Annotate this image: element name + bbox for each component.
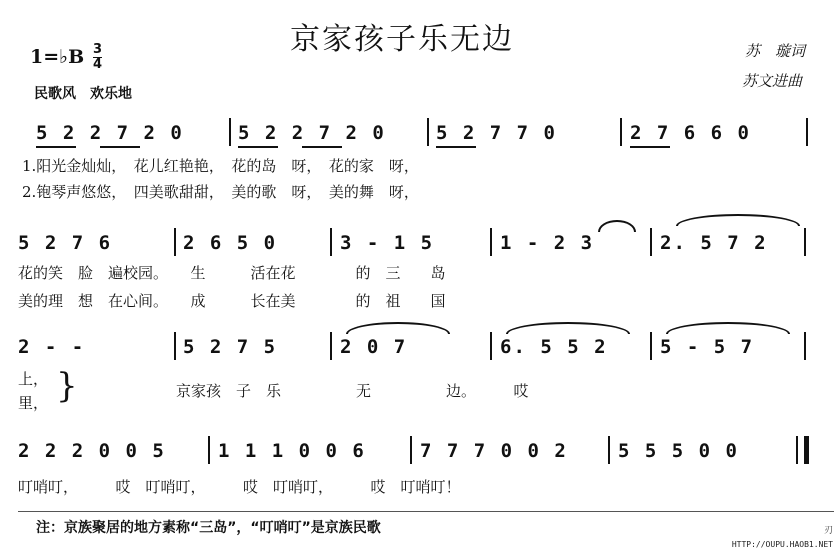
bar-line bbox=[650, 228, 652, 256]
measure: 5 5 5 0 0 bbox=[618, 440, 739, 462]
time-signature bbox=[93, 44, 102, 71]
measure: 5 2 2 7 2 0 bbox=[238, 122, 386, 144]
measure: 6. 5 5 2 bbox=[500, 336, 608, 358]
bar-line bbox=[174, 228, 176, 256]
measure: 3 - 1 5 bbox=[340, 232, 435, 254]
bar-line bbox=[804, 228, 806, 256]
bar-line bbox=[208, 436, 210, 464]
lyric-verse-2: 里， bbox=[18, 394, 49, 412]
lyric-verse-2: 美的理 想 在心间。 成 长在美 的 祖 国 bbox=[18, 292, 446, 310]
lyric-verse-1: 1.阳光金灿灿， 花儿红艳艳， 花的岛 呀， 花的家 呀， bbox=[22, 157, 419, 175]
bar-line bbox=[174, 332, 176, 360]
measure: 2 7 6 6 0 bbox=[630, 122, 751, 144]
composer: 苏文进曲 bbox=[742, 72, 803, 90]
measure: 5 - 5 7 bbox=[660, 336, 755, 358]
bar-line bbox=[229, 118, 231, 146]
measure: 7 7 7 0 0 2 bbox=[420, 440, 568, 462]
measure: 5 2 2 7 2 0 bbox=[36, 122, 184, 144]
measure: 2. 5 7 2 bbox=[660, 232, 768, 254]
measure: 2 - - bbox=[18, 336, 86, 358]
bar-line bbox=[804, 332, 806, 360]
measure: 1 - 2 3 bbox=[500, 232, 595, 254]
lyric-verse-1: 花的笑 脸 遍校园。 生 活在花 的 三 岛 bbox=[18, 264, 446, 282]
bar-line bbox=[806, 118, 808, 146]
key-signature: 1=♭B bbox=[30, 46, 85, 68]
lyric-shared: 京家孩 子 乐 无 边。 哎 bbox=[176, 382, 529, 400]
final-bar-line bbox=[804, 436, 809, 464]
bar-line bbox=[410, 436, 412, 464]
bar-line bbox=[650, 332, 652, 360]
beam bbox=[100, 146, 140, 148]
lyric-verse-2: 2.铇琴声悠悠， 四美歌甜甜， 美的歌 呀， 美的舞 呀， bbox=[22, 183, 419, 201]
measure: 2 2 2 0 0 5 bbox=[18, 440, 166, 462]
slur bbox=[346, 322, 450, 334]
measure: 2 6 5 0 bbox=[183, 232, 278, 254]
measure: 1 1 1 0 0 6 bbox=[218, 440, 366, 462]
bar-line bbox=[490, 228, 492, 256]
song-title: 京家孩子乐无边 bbox=[290, 22, 514, 57]
watermark: HTTP://OUPU.HAOB1.NET bbox=[731, 540, 833, 549]
bar-line bbox=[608, 436, 610, 464]
brace: } bbox=[56, 366, 78, 406]
bar-line bbox=[427, 118, 429, 146]
beam bbox=[302, 146, 342, 148]
slur bbox=[676, 214, 800, 226]
bar-line bbox=[796, 436, 798, 464]
footnote: 注：京族聚居的地方素称“三岛”，“叮哨叮”是京族民歌 bbox=[36, 520, 381, 536]
bar-line bbox=[490, 332, 492, 360]
measure: 5 2 7 5 bbox=[183, 336, 278, 358]
tempo-style: 民歌风 欢乐地 bbox=[34, 86, 132, 102]
side-mark: 刃 bbox=[823, 526, 833, 536]
beam bbox=[436, 146, 476, 148]
time-bottom: 4 bbox=[93, 57, 103, 72]
lyric-verse-1: 上， bbox=[18, 370, 49, 388]
slur bbox=[666, 322, 790, 334]
footer-divider bbox=[18, 511, 834, 512]
bar-line bbox=[330, 228, 332, 256]
lyric-shared: 叮哨叮， 哎 叮哨叮， 哎 叮哨叮， 哎 叮哨叮！ bbox=[18, 478, 461, 496]
measure: 2 0 7 bbox=[340, 336, 408, 358]
beam bbox=[36, 146, 76, 148]
slur bbox=[598, 220, 636, 232]
measure: 5 2 7 7 0 bbox=[436, 122, 557, 144]
measure: 5 2 7 6 bbox=[18, 232, 113, 254]
bar-line bbox=[620, 118, 622, 146]
lyricist: 苏 璇词 bbox=[745, 42, 806, 60]
bar-line bbox=[330, 332, 332, 360]
slur bbox=[506, 322, 630, 334]
beam bbox=[630, 146, 670, 148]
beam bbox=[238, 146, 278, 148]
time-top: 3 bbox=[93, 42, 103, 57]
